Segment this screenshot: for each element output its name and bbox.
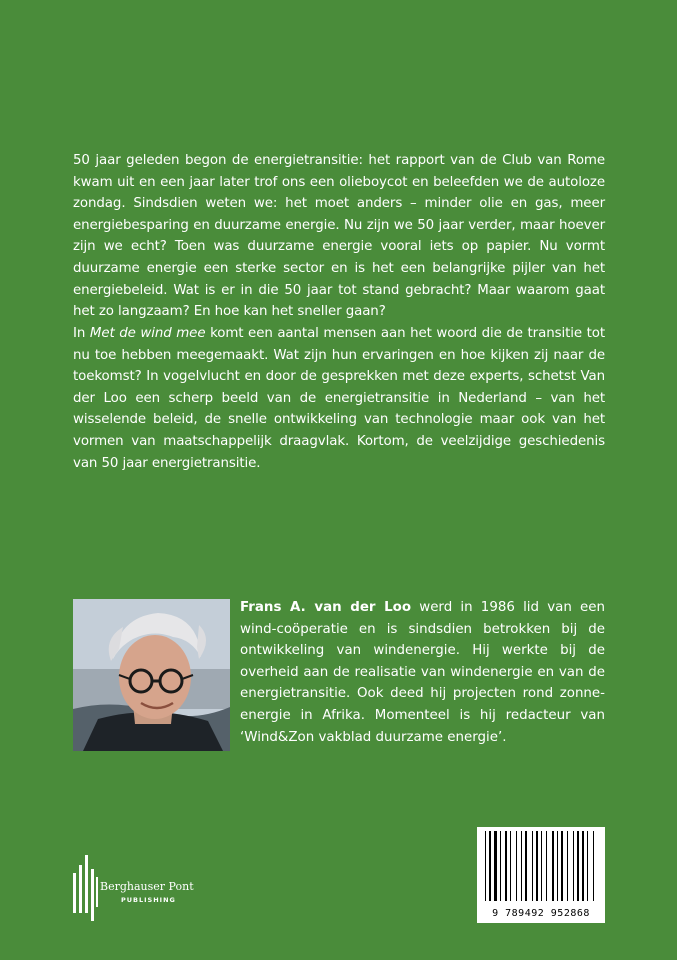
barcode-bars-icon <box>477 831 605 911</box>
publisher-logo <box>73 855 213 921</box>
blurb-paragraph-2-rest: komt een aantal mensen aan het woord die de transitie tot nu toe hebben meegemaakt. Wat zijn hun ervaringen en hoe kijken zij naar de toekomst? In vogelvlucht en door de gesprekken met deze experts, schetst Van der Loo een scherp beeld van de energietransitie in Nederland – van het wisselende beleid, de snelle ontwikkeling van technologie maar ook van het vormen van maatschappelijk draagvlak. Kortom, de veelzijdige geschiedenis van 50 jaar energietransitie. <box>73 326 605 471</box>
author-photo <box>73 599 230 751</box>
blurb-paragraph-1: 50 jaar geleden begon de energietransitie: het rapport van de Club van Rome kwam uit en een jaar later trof ons een olieboycot en beleefden we de autoloze zondag. Sindsdien weten we: het moet anders – minder olie en gas, meer energiebesparing en duurzame energie. Nu zijn we 50 jaar verder, maar hoever zijn we echt? Toen was duurzame energie vooral iets op papier. Nu vormt duurzame energie een sterke sector en is het een belangrijke pijler van het energiebeleid. Wat is er in die 50 jaar tot stand gebracht? Maar waarom gaat het zo langzaam? En hoe kan het sneller gaan? <box>73 153 605 320</box>
author-bio-text: werd in 1986 lid van een wind-coöperatie en is sindsdien betrokken bij de ontwikkeling van windenergie. Hij werkte bij de overheid aan de realisatie van windenergie en van de energietransitie. Ook deed hij projecten rond zonne-energie in Afrika. Momenteel is hij redacteur van ‘Wind&Zon vakblad duurzame energie’. <box>240 600 605 745</box>
barcode-number: 9 789492 952868 <box>492 908 590 919</box>
barcode <box>477 827 605 923</box>
publisher-subtitle: PUBLISHING <box>121 896 176 904</box>
blurb-paragraph-2 <box>73 323 605 474</box>
author-name: Frans A. van der Loo <box>240 600 412 615</box>
author-bio <box>240 597 605 748</box>
author-portrait-graphic <box>73 599 230 751</box>
book-title: Met de wind mee <box>89 326 206 341</box>
blurb-paragraph-2-prefix: In <box>73 326 90 341</box>
publisher-name: Berghauser Pont <box>100 880 194 893</box>
publisher-bars-icon <box>73 855 99 921</box>
